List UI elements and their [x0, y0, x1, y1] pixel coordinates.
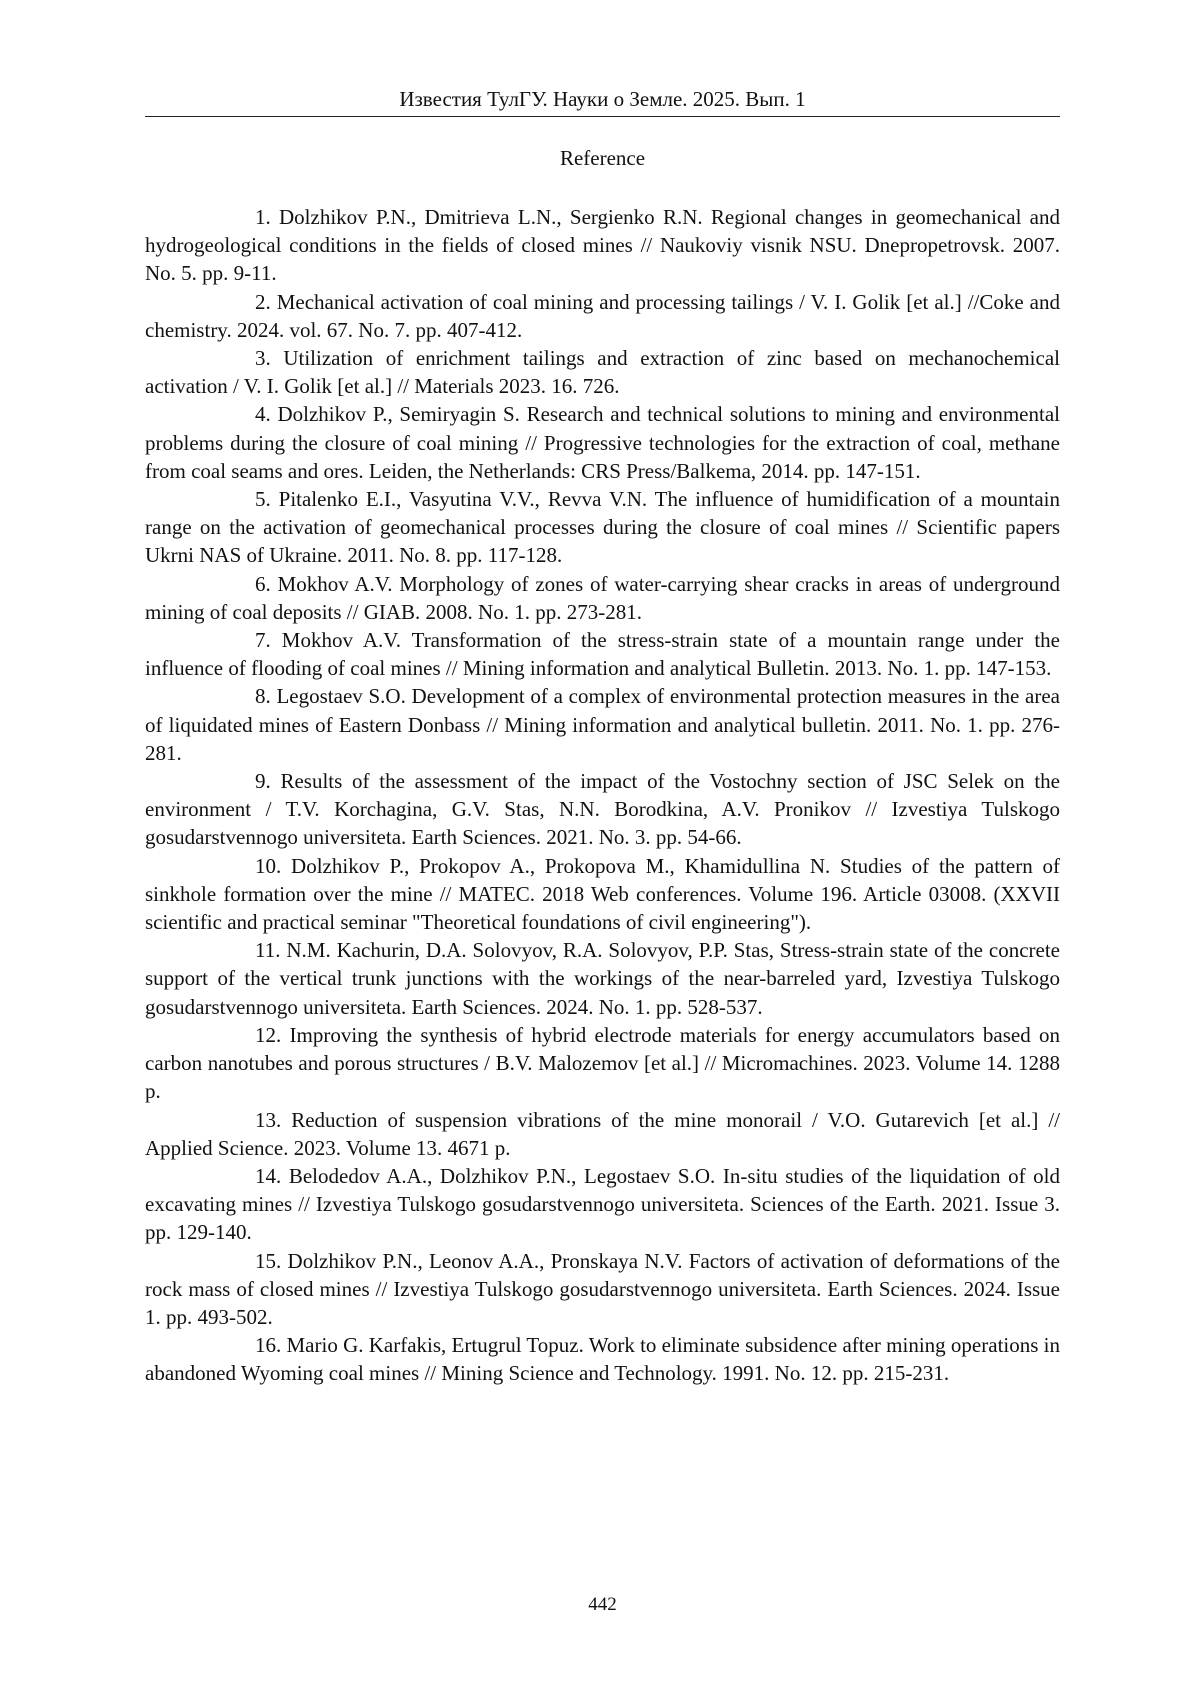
reference-item: 16. Mario G. Karfakis, Ertugrul Topuz. Work to eliminate subsidence after mining operations in abandoned Wyoming coal mines // Mining Science and Technology. 1991. No. 12. pp. 215-231.	[145, 1333, 1060, 1386]
page-number: 442	[588, 1594, 617, 1615]
reference-item: 3. Utilization of enrichment tailings and extraction of zinc based on mechanochemical activation / V. I. Golik [et al.] // Materials 2023. 16. 726.	[145, 346, 1060, 399]
reference-item: 11. N.M. Kachurin, D.A. Solovyov, R.A. Solovyov, P.P. Stas, Stress-strain state of the concrete support of the vertical trunk junctions with the workings of the near-barreled yard, Izvestiya Tulskogo gosudarstvennogo universiteta. Earth Sciences. 2024. No. 1. pp. 528-537.	[145, 938, 1060, 1019]
reference-item: 6. Mokhov A.V. Morphology of zones of water-carrying shear cracks in areas of underground mining of coal deposits // GIAB. 2008. No. 1. pp. 273-281.	[145, 571, 1060, 624]
reference-item: 4. Dolzhikov P., Semiryagin S. Research and technical solutions to mining and environmental problems during the closure of coal mining // Progressive technologies for the extraction of coal, methane from coal seams and ores. Leiden, the Netherlands: CRS Press/Balkema, 2014. pp. 147-151.	[145, 402, 1060, 483]
reference-item: 15. Dolzhikov P.N., Leonov A.A., Pronskaya N.V. Factors of activation of deformations of the rock mass of closed mines // Izvestiya Tulskogo gosudarstvennogo universiteta. Earth Sciences. 2024. Issue 1. pp. 493-502.	[145, 1248, 1060, 1329]
reference-item: 12. Improving the synthesis of hybrid electrode materials for energy accumulators based on carbon nanotubes and porous structures / B.V. Malozemov [et al.] // Micromachines. 2023. Volume 14. 1288 p.	[145, 1022, 1060, 1104]
reference-item: 5. Pitalenko E.I., Vasyutina V.V., Revva V.N. The influence of humidification of a mountain range on the activation of geomechanical processes during the closure of coal mines // Scientific papers Ukrni NAS of Ukraine. 2011. No. 8. pp. 117-128.	[145, 487, 1060, 568]
reference-item: 9. Results of the assessment of the impact of the Vostochny section of JSC Selek on the environment / T.V. Korchagina, G.V. Stas, N.N. Borodkina, A.V. Pronikov // Izvestiya Tulskogo gosudarstvennogo universiteta. Earth Sciences. 2021. No. 3. pp. 54-66.	[145, 769, 1060, 850]
section-title: Reference	[559, 146, 646, 170]
reference-item: 13. Reduction of suspension vibrations of the mine monorail / V.O. Gutarevich [et al.] // Applied Science. 2023. Volume 13. 4671 p.	[145, 1107, 1060, 1160]
reference-item: 14. Belodedov A.A., Dolzhikov P.N., Legostaev S.O. In-situ studies of the liquidation of old excavating mines // Izvestiya Tulskogo gosudarstvennogo universiteta. Sciences of the Earth. 2021. Issue 3. pp. 129-140.	[145, 1163, 1060, 1245]
running-header: Известия ТулГУ. Науки о Земле. 2025. Вып. 1	[145, 86, 1060, 117]
reference-item: 1. Dolzhikov P.N., Dmitrieva L.N., Sergienko R.N. Regional changes in geomechanical and hydrogeological conditions in the fields of closed mines // Naukoviy visnik NSU. Dnepropetrovsk. 2007. No. 5. pp. 9-11.	[145, 205, 1060, 286]
reference-item: 8. Legostaev S.O. Development of a complex of environmental protection measures in the area of liquidated mines of Eastern Donbass // Mining information and analytical bulletin. 2011. No. 1. pp. 276-281.	[145, 684, 1060, 765]
reference-item: 10. Dolzhikov P., Prokopov A., Prokopova M., Khamidullina N. Studies of the pattern of sinkhole formation over the mine // MATEC. 2018 Web conferences. Volume 196. Article 03008. (XXVII scientific and practical seminar "Theoretical foundations of civil engineering").	[145, 853, 1060, 935]
reference-item: 7. Mokhov A.V. Transformation of the stress-strain state of a mountain range under the influence of flooding of coal mines // Mining information and analytical Bulletin. 2013. No. 1. pp. 147-153.	[145, 628, 1060, 681]
reference-item: 2. Mechanical activation of coal mining and processing tailings / V. I. Golik [et al.] //Coke and chemistry. 2024. vol. 67. No. 7. pp. 407-412.	[145, 289, 1060, 342]
reference-list	[145, 203, 1060, 1388]
